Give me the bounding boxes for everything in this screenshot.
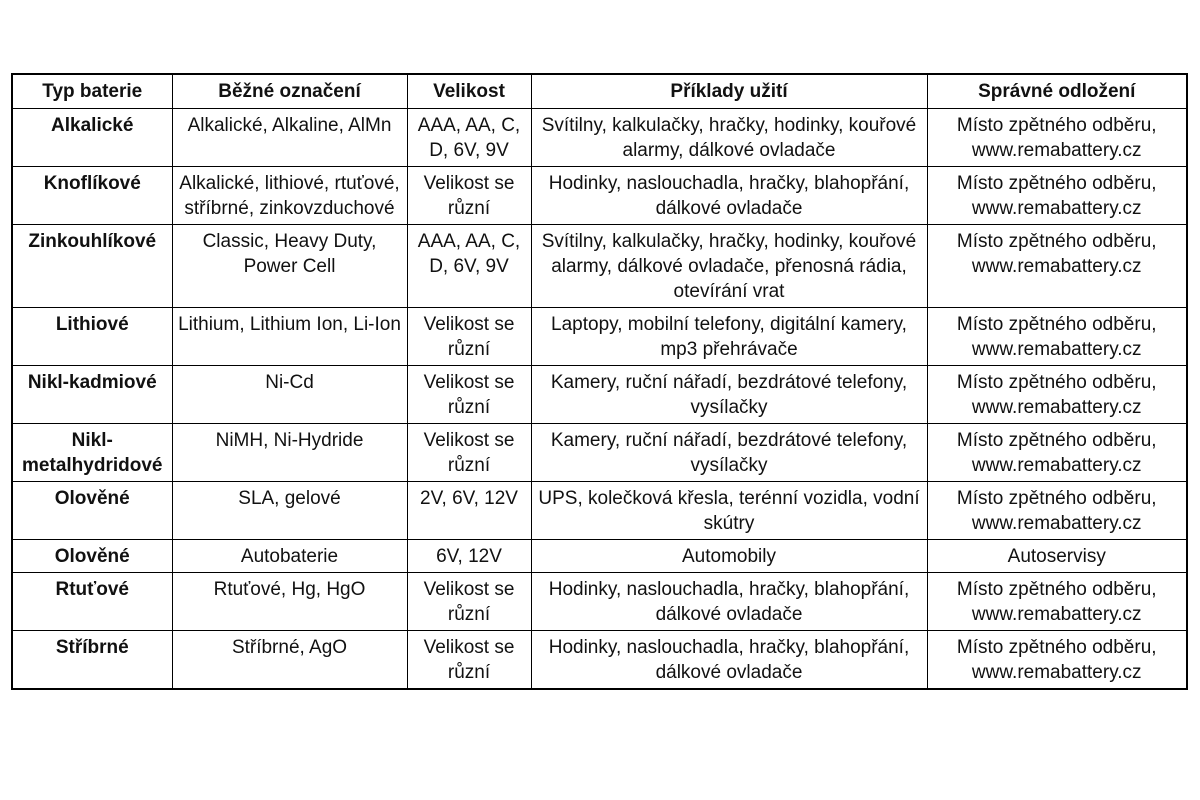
table-row — [12, 109, 1187, 167]
cell-uses: Hodinky, naslouchadla, hračky, blahopřání, dálkové ovladače — [531, 631, 927, 690]
cell-disposal: Místo zpětného odběru, www.remabattery.cz — [927, 225, 1187, 308]
header-uses: Příklady užití — [531, 74, 927, 109]
cell-size: AAA, AA, C, D, 6V, 9V — [407, 109, 531, 167]
cell-type: Olověné — [12, 540, 172, 573]
cell-size: AAA, AA, C, D, 6V, 9V — [407, 225, 531, 308]
cell-designation: NiMH, Ni-Hydride — [172, 424, 407, 482]
cell-uses: Kamery, ruční nářadí, bezdrátové telefony, vysílačky — [531, 424, 927, 482]
cell-type: Knoflíkové — [12, 167, 172, 225]
cell-disposal: Místo zpětného odběru, www.remabattery.cz — [927, 631, 1187, 690]
cell-uses: UPS, kolečková křesla, terénní vozidla, vodní skútry — [531, 482, 927, 540]
cell-designation: Rtuťové, Hg, HgO — [172, 573, 407, 631]
battery-table — [11, 73, 1188, 690]
cell-uses: Automobily — [531, 540, 927, 573]
cell-type: Olověné — [12, 482, 172, 540]
cell-designation: Lithium, Lithium Ion, Li-Ion — [172, 308, 407, 366]
cell-disposal: Místo zpětného odběru, www.remabattery.cz — [927, 424, 1187, 482]
cell-designation: Alkalické, lithiové, rtuťové, stříbrné, zinkovzduchové — [172, 167, 407, 225]
cell-size: 6V, 12V — [407, 540, 531, 573]
cell-size: Velikost se různí — [407, 308, 531, 366]
cell-uses: Svítilny, kalkulačky, hračky, hodinky, kouřové alarmy, dálkové ovladače, přenosná rádia, otevírání vrat — [531, 225, 927, 308]
header-size: Velikost — [407, 74, 531, 109]
header-row — [12, 74, 1187, 109]
cell-type: Zinkouhlíkové — [12, 225, 172, 308]
cell-designation: Classic, Heavy Duty, Power Cell — [172, 225, 407, 308]
table-row — [12, 424, 1187, 482]
cell-size: Velikost se různí — [407, 424, 531, 482]
cell-type: Lithiové — [12, 308, 172, 366]
cell-designation: Autobaterie — [172, 540, 407, 573]
table-row — [12, 366, 1187, 424]
battery-table-sheet — [11, 73, 1186, 690]
cell-size: Velikost se různí — [407, 366, 531, 424]
cell-disposal: Místo zpětného odběru, www.remabattery.cz — [927, 366, 1187, 424]
cell-disposal: Místo zpětného odběru, www.remabattery.cz — [927, 573, 1187, 631]
cell-type: Nikl-kadmiové — [12, 366, 172, 424]
table-row — [12, 167, 1187, 225]
cell-type: Alkalické — [12, 109, 172, 167]
cell-type: Nikl-metalhydridové — [12, 424, 172, 482]
cell-uses: Laptopy, mobilní telefony, digitální kamery, mp3 přehrávače — [531, 308, 927, 366]
cell-uses: Hodinky, naslouchadla, hračky, blahopřání, dálkové ovladače — [531, 573, 927, 631]
cell-size: Velikost se různí — [407, 167, 531, 225]
table-row — [12, 308, 1187, 366]
cell-size: 2V, 6V, 12V — [407, 482, 531, 540]
cell-uses: Kamery, ruční nářadí, bezdrátové telefony, vysílačky — [531, 366, 927, 424]
cell-disposal: Autoservisy — [927, 540, 1187, 573]
header-disposal: Správné odložení — [927, 74, 1187, 109]
cell-size: Velikost se různí — [407, 573, 531, 631]
table-row — [12, 540, 1187, 573]
cell-disposal: Místo zpětného odběru, www.remabattery.cz — [927, 308, 1187, 366]
table-row — [12, 225, 1187, 308]
cell-type: Stříbrné — [12, 631, 172, 690]
table-header — [12, 74, 1187, 109]
cell-designation: SLA, gelové — [172, 482, 407, 540]
cell-disposal: Místo zpětného odběru, www.remabattery.cz — [927, 482, 1187, 540]
header-battery-type: Typ baterie — [12, 74, 172, 109]
cell-designation: Stříbrné, AgO — [172, 631, 407, 690]
cell-type: Rtuťové — [12, 573, 172, 631]
cell-designation: Ni-Cd — [172, 366, 407, 424]
table-body — [12, 109, 1187, 690]
cell-disposal: Místo zpětného odběru, www.remabattery.cz — [927, 109, 1187, 167]
cell-designation: Alkalické, Alkaline, AlMn — [172, 109, 407, 167]
table-row — [12, 482, 1187, 540]
table-row — [12, 573, 1187, 631]
header-designation: Běžné označení — [172, 74, 407, 109]
table-row — [12, 631, 1187, 690]
cell-disposal: Místo zpětného odběru, www.remabattery.cz — [927, 167, 1187, 225]
cell-uses: Hodinky, naslouchadla, hračky, blahopřání, dálkové ovladače — [531, 167, 927, 225]
cell-uses: Svítilny, kalkulačky, hračky, hodinky, kouřové alarmy, dálkové ovladače — [531, 109, 927, 167]
cell-size: Velikost se různí — [407, 631, 531, 690]
